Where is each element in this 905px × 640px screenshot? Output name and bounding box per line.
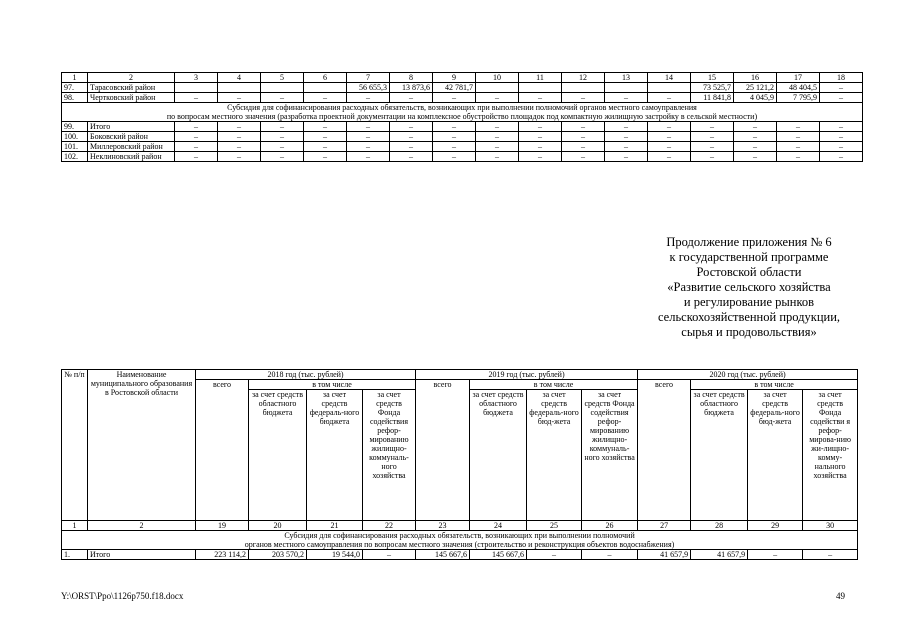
row-number: 98. <box>62 93 88 103</box>
column-number: 3 <box>175 73 218 83</box>
column-number: 4 <box>218 73 261 83</box>
row-value: – <box>605 122 648 132</box>
row-value: 4 045,9 <box>734 93 777 103</box>
row-value: – <box>648 152 691 162</box>
table-row <box>62 152 863 162</box>
year-2018-header: 2018 год (тыс. рублей) <box>196 370 416 380</box>
column-number: 10 <box>476 73 519 83</box>
row-value: 223 114,2 <box>196 550 249 560</box>
row-value: – <box>519 142 562 152</box>
row-value: – <box>433 152 476 162</box>
row-name: Итого <box>88 122 175 132</box>
section-line-2: по вопросам местного значения (разработка проектной документации на комплексное обустройство площадок под компактную жилищную застройку в сельской местности) <box>166 112 758 121</box>
row-name: Чертковский район <box>88 93 175 103</box>
table-row <box>62 122 863 132</box>
row-number: 100. <box>62 132 88 142</box>
row-value: – <box>605 152 648 162</box>
row-value: – <box>304 93 347 103</box>
row-value: – <box>562 152 605 162</box>
row-value: – <box>820 83 863 93</box>
column-number: 30 <box>803 521 858 531</box>
table-row <box>62 142 863 152</box>
row-value: – <box>777 122 820 132</box>
column-number: 5 <box>261 73 304 83</box>
row-value <box>218 83 261 93</box>
row-value <box>605 83 648 93</box>
row-value: 41 657,9 <box>691 550 748 560</box>
row-value: 11 841,8 <box>691 93 734 103</box>
column-number: 26 <box>582 521 638 531</box>
total-header-2018: всего <box>196 380 249 521</box>
row-value: – <box>803 550 858 560</box>
row-value: – <box>820 122 863 132</box>
row-value: – <box>175 122 218 132</box>
column-number: 12 <box>562 73 605 83</box>
row-value: – <box>562 132 605 142</box>
appendix-line: «Развитие сельского хозяйства <box>667 280 831 294</box>
column-number: 15 <box>691 73 734 83</box>
row-value: – <box>261 132 304 142</box>
row-value: 145 667,6 <box>416 550 470 560</box>
row-value: – <box>562 142 605 152</box>
col-no-header: № п/п <box>62 370 88 521</box>
column-number: 23 <box>416 521 470 531</box>
row-value: – <box>820 93 863 103</box>
column-number: 16 <box>734 73 777 83</box>
row-value: – <box>175 142 218 152</box>
row-value: – <box>218 93 261 103</box>
page-number: 49 <box>836 591 845 601</box>
row-value: – <box>304 142 347 152</box>
appendix-line: сельскохозяйственной продукции, <box>657 310 841 324</box>
section-line-1: Субсидия для софинансирования расходных обязательств, возникающих при выполнении полномочий <box>284 531 635 540</box>
row-value <box>519 83 562 93</box>
row-value: – <box>261 122 304 132</box>
column-number: 11 <box>519 73 562 83</box>
row-value: – <box>347 142 390 152</box>
column-number: 27 <box>638 521 691 531</box>
appendix-line: Ростовской области <box>696 265 802 279</box>
row-value: – <box>734 132 777 142</box>
row-value: – <box>218 132 261 142</box>
row-value: 19 544,0 <box>307 550 363 560</box>
row-number: 99. <box>62 122 88 132</box>
appendix-heading <box>618 235 880 340</box>
row-number: 1. <box>62 550 88 560</box>
row-value: 13 873,6 <box>390 83 433 93</box>
row-value: – <box>347 122 390 132</box>
row-value <box>476 83 519 93</box>
column-numbers-row <box>62 73 863 83</box>
row-value: – <box>476 93 519 103</box>
appendix-line: к государственной программе <box>669 250 829 264</box>
row-value <box>648 83 691 93</box>
row-value: – <box>390 122 433 132</box>
row-value: – <box>777 142 820 152</box>
row-value: – <box>476 152 519 162</box>
row-value: – <box>175 93 218 103</box>
row-value: – <box>562 93 605 103</box>
row-value: – <box>347 93 390 103</box>
appendix-line: Продолжение приложения № 6 <box>666 235 832 249</box>
column-number: 24 <box>470 521 527 531</box>
section-line-1: Субсидия для софинансирования расходных обязательств, возникающих при выполнении полномочий органов местного самоуправления <box>227 103 697 112</box>
continuation-table <box>61 72 863 162</box>
row-value: – <box>476 142 519 152</box>
incl-header-2020: в том числе <box>691 380 858 390</box>
row-value: – <box>261 93 304 103</box>
row-name: Неклиновский район <box>88 152 175 162</box>
year-2020-header: 2020 год (тыс. рублей) <box>638 370 858 380</box>
column-number: 2 <box>88 73 175 83</box>
row-value: – <box>777 152 820 162</box>
row-value: 41 657,9 <box>638 550 691 560</box>
row-value: 203 570,2 <box>249 550 307 560</box>
section-title <box>62 531 858 550</box>
column-number: 14 <box>648 73 691 83</box>
incl-header-2019: в том числе <box>470 380 638 390</box>
row-value: – <box>648 93 691 103</box>
section-row <box>62 103 863 122</box>
column-number: 21 <box>307 521 363 531</box>
row-value: – <box>433 122 476 132</box>
main-table <box>61 369 858 560</box>
section-title <box>62 103 863 122</box>
column-number: 13 <box>605 73 648 83</box>
row-value: – <box>605 142 648 152</box>
incl-header-2018: в том числе <box>249 380 416 390</box>
row-value: – <box>433 142 476 152</box>
footer-file-path: Y:\ORST\Ppo\1126p750.f18.docx <box>61 591 184 601</box>
row-value: – <box>648 122 691 132</box>
column-number: 2 <box>88 521 196 531</box>
row-value: – <box>476 132 519 142</box>
row-value: – <box>304 152 347 162</box>
row-value: – <box>691 132 734 142</box>
row-value: – <box>748 550 803 560</box>
row-value: – <box>304 132 347 142</box>
row-value: – <box>218 122 261 132</box>
column-number: 28 <box>691 521 748 531</box>
row-value: 56 655,3 <box>347 83 390 93</box>
column-number: 22 <box>363 521 416 531</box>
row-value: – <box>519 132 562 142</box>
src-federal-2018: за счет средств федераль-ного бюджета <box>307 390 363 521</box>
row-value: – <box>433 132 476 142</box>
section-row <box>62 531 858 550</box>
table-row <box>62 550 858 560</box>
table-row <box>62 132 863 142</box>
table-row <box>62 83 863 93</box>
row-value: – <box>691 122 734 132</box>
row-value: 73 525,7 <box>691 83 734 93</box>
row-value: – <box>605 93 648 103</box>
row-number: 101. <box>62 142 88 152</box>
column-number: 25 <box>527 521 582 531</box>
table-row <box>62 93 863 103</box>
row-value: – <box>648 142 691 152</box>
appendix-line: сырья и продовольствия» <box>681 325 817 339</box>
row-value: – <box>476 122 519 132</box>
column-number: 8 <box>390 73 433 83</box>
row-value: – <box>820 132 863 142</box>
column-numbers-row <box>62 521 858 531</box>
column-number: 17 <box>777 73 820 83</box>
column-number: 1 <box>62 521 88 531</box>
row-value: – <box>347 132 390 142</box>
src-fund-2019: за счет средств Фонда содействия рефор-мированию жилищно-коммуналь-ного хозяйства <box>582 390 638 521</box>
column-number: 20 <box>249 521 307 531</box>
row-value: 7 795,9 <box>777 93 820 103</box>
row-value <box>261 83 304 93</box>
row-value: – <box>390 132 433 142</box>
row-value: – <box>433 93 476 103</box>
row-value: 48 404,5 <box>777 83 820 93</box>
row-value: – <box>820 142 863 152</box>
total-header-2020: всего <box>638 380 691 521</box>
src-fund-2018: за счет средств Фонда содействия рефор-мированию жилищно-коммуналь-ного хозяйства <box>363 390 416 521</box>
row-value: – <box>734 122 777 132</box>
column-number: 1 <box>62 73 88 83</box>
row-value <box>304 83 347 93</box>
row-value: – <box>218 152 261 162</box>
row-value: – <box>347 152 390 162</box>
row-value: – <box>519 122 562 132</box>
row-value: – <box>175 132 218 142</box>
row-value <box>562 83 605 93</box>
row-value <box>175 83 218 93</box>
row-value: – <box>304 122 347 132</box>
row-value: – <box>562 122 605 132</box>
column-number: 7 <box>347 73 390 83</box>
col-name-header: Наименование муниципального образования в Ростовской области <box>88 370 196 521</box>
row-value: – <box>363 550 416 560</box>
row-value: – <box>820 152 863 162</box>
column-number: 6 <box>304 73 347 83</box>
row-value: 25 121,2 <box>734 83 777 93</box>
row-value: – <box>519 93 562 103</box>
row-value: – <box>175 152 218 162</box>
src-federal-2019: за счет средств федераль-ного бюд-жета <box>527 390 582 521</box>
year-2019-header: 2019 год (тыс. рублей) <box>416 370 638 380</box>
row-value: 42 781,7 <box>433 83 476 93</box>
row-value: – <box>527 550 582 560</box>
row-name: Боковский район <box>88 132 175 142</box>
section-line-2: органов местного самоуправления по вопросам местного значения (строительство и реконструкция объектов водоснабжения) <box>244 540 675 549</box>
row-name: Итого <box>88 550 196 560</box>
src-regional-2020: за счет средств областного бюджета <box>691 390 748 521</box>
row-value: – <box>582 550 638 560</box>
table1-body <box>62 73 863 162</box>
column-number: 9 <box>433 73 476 83</box>
src-regional-2018: за счет средств областного бюджета <box>249 390 307 521</box>
src-regional-2019: за счет средств областного бюджета <box>470 390 527 521</box>
row-value: 145 667,6 <box>470 550 527 560</box>
row-value: – <box>261 142 304 152</box>
row-value: – <box>390 142 433 152</box>
row-value: – <box>519 152 562 162</box>
column-number: 19 <box>196 521 249 531</box>
row-value: – <box>390 93 433 103</box>
row-value: – <box>261 152 304 162</box>
row-value: – <box>691 152 734 162</box>
header-row-years <box>62 370 858 380</box>
row-number: 102. <box>62 152 88 162</box>
column-number: 18 <box>820 73 863 83</box>
appendix-line: и регулирование рынков <box>683 295 815 309</box>
row-number: 97. <box>62 83 88 93</box>
row-value: – <box>605 132 648 142</box>
column-number: 29 <box>748 521 803 531</box>
row-value: – <box>777 132 820 142</box>
src-fund-2020: за счет средств Фонда содействи я рефор-мирова-нию жи-лищно-комму-нального хозяйства <box>803 390 858 521</box>
row-name: Тарасовский район <box>88 83 175 93</box>
total-header-2019: всего <box>416 380 470 521</box>
row-value: – <box>734 152 777 162</box>
src-federal-2020: за счет средств федераль-ного бюд-жета <box>748 390 803 521</box>
row-value: – <box>390 152 433 162</box>
row-value: – <box>691 142 734 152</box>
row-value: – <box>734 142 777 152</box>
row-value: – <box>648 132 691 142</box>
row-value: – <box>218 142 261 152</box>
row-name: Миллеровский район <box>88 142 175 152</box>
